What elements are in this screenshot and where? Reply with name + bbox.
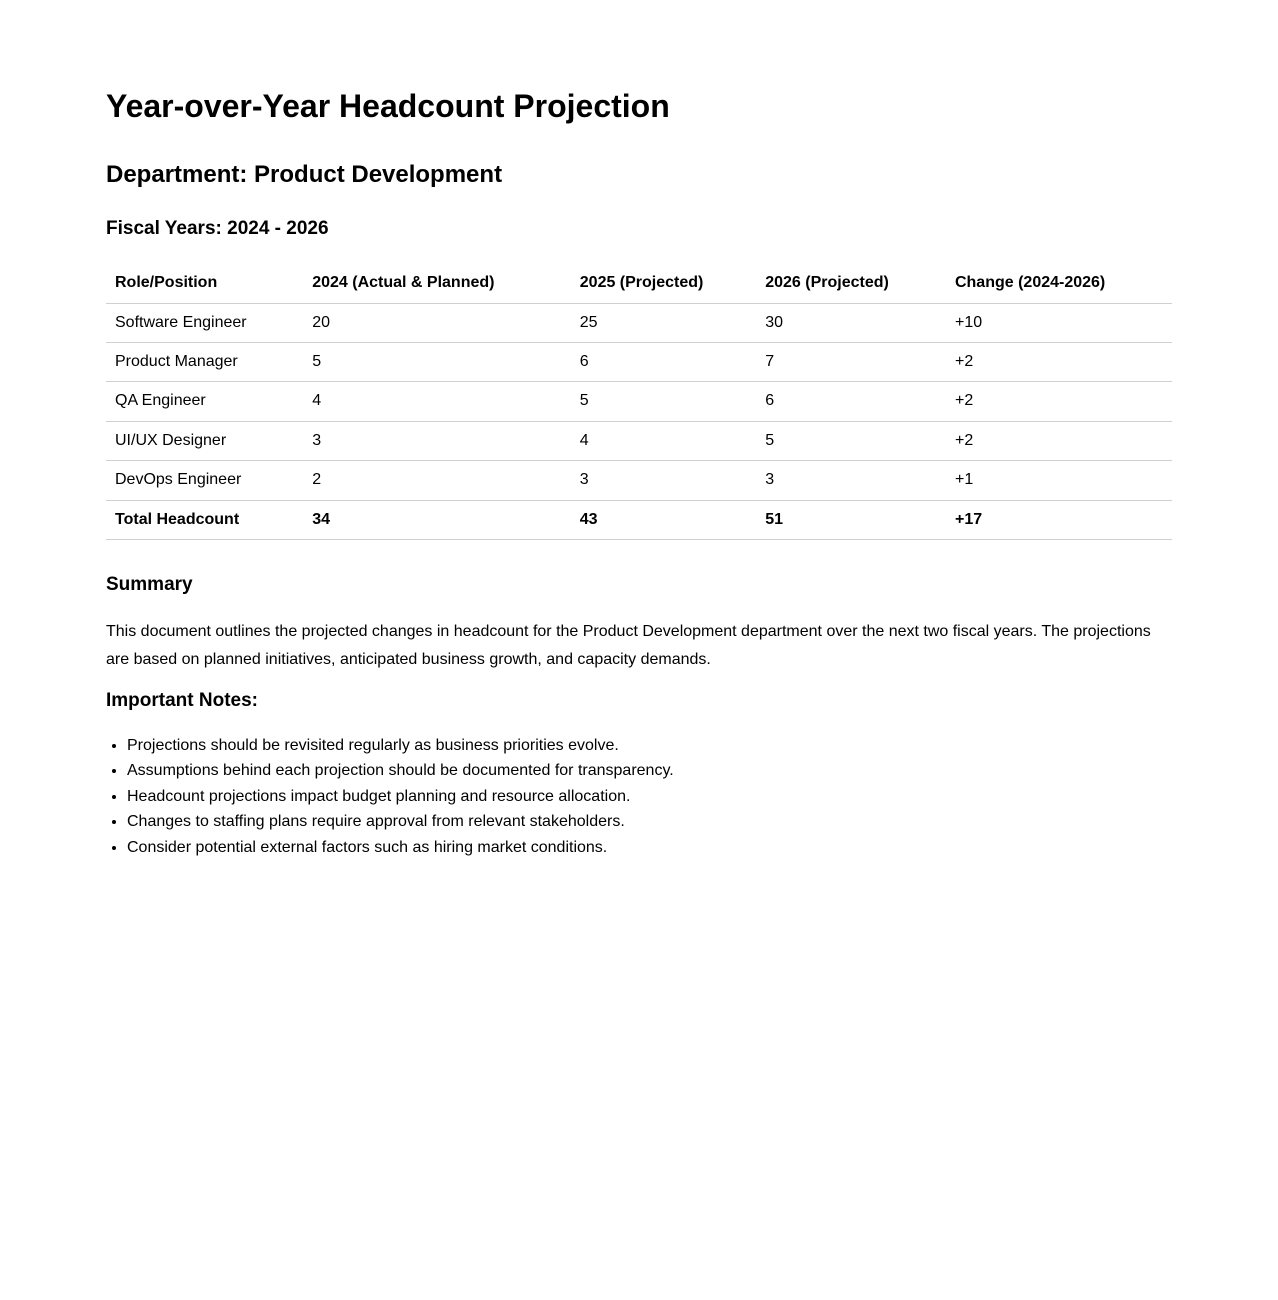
cell-change: +2	[946, 382, 1172, 421]
cell-2025: 5	[571, 382, 756, 421]
cell-2026: 7	[756, 343, 946, 382]
important-notes-heading: Important Notes:	[106, 689, 258, 711]
summary-paragraph: This document outlines the projected changes in headcount for the Product Development department over the next two fiscal years. The projections are based on planned initiatives, anticipated business growth, and capacity demands.	[106, 622, 1151, 668]
note-item: • Changes to staffing plans require approval from relevant stakeholders.	[127, 809, 1172, 835]
cell-2024: 4	[303, 382, 571, 421]
cell-role: QA Engineer	[106, 382, 303, 421]
total-cell-2026: 51	[756, 500, 946, 539]
table-row	[106, 421, 1172, 460]
cell-2024: 20	[303, 303, 571, 342]
note-item: • Consider potential external factors such as hiring market conditions.	[127, 835, 1172, 861]
cell-2025: 25	[571, 303, 756, 342]
document-content	[106, 0, 1172, 861]
note-item: • Assumptions behind each projection should be documented for transparency.	[127, 758, 1172, 784]
table-total-row	[106, 500, 1172, 539]
column-header-2025: 2025 (Projected)	[571, 264, 756, 303]
cell-2025: 3	[571, 461, 756, 500]
column-header-2024: 2024 (Actual & Planned)	[303, 264, 571, 303]
cell-2024: 5	[303, 343, 571, 382]
cell-2026: 3	[756, 461, 946, 500]
cell-role: Product Manager	[106, 343, 303, 382]
column-header-role: Role/Position	[106, 264, 303, 303]
notes-list	[106, 733, 1172, 861]
cell-role: UI/UX Designer	[106, 421, 303, 460]
table-row	[106, 461, 1172, 500]
table-row	[106, 303, 1172, 342]
column-header-2026: 2026 (Projected)	[756, 264, 946, 303]
cell-2024: 3	[303, 421, 571, 460]
department-heading: Department: Product Development	[106, 160, 503, 188]
cell-role: Software Engineer	[106, 303, 303, 342]
cell-2026: 30	[756, 303, 946, 342]
headcount-table	[106, 264, 1172, 540]
table-header-row	[106, 264, 1172, 303]
cell-change: +2	[946, 421, 1172, 460]
total-cell-role: Total Headcount	[106, 500, 303, 539]
cell-2025: 4	[571, 421, 756, 460]
column-header-change: Change (2024-2026)	[946, 264, 1172, 303]
cell-2025: 6	[571, 343, 756, 382]
cell-change: +2	[946, 343, 1172, 382]
summary-heading: Summary	[106, 573, 193, 595]
cell-change: +10	[946, 303, 1172, 342]
page-title: Year-over-Year Headcount Projection	[106, 88, 670, 124]
note-item: • Projections should be revisited regularly as business priorities evolve.	[127, 733, 1172, 759]
cell-2026: 6	[756, 382, 946, 421]
table-row	[106, 343, 1172, 382]
cell-2026: 5	[756, 421, 946, 460]
cell-change: +1	[946, 461, 1172, 500]
cell-role: DevOps Engineer	[106, 461, 303, 500]
fiscal-years-heading: Fiscal Years: 2024 - 2026	[106, 218, 329, 240]
total-cell-2024: 34	[303, 500, 571, 539]
total-cell-change: +17	[946, 500, 1172, 539]
cell-2024: 2	[303, 461, 571, 500]
table-row	[106, 382, 1172, 421]
total-cell-2025: 43	[571, 500, 756, 539]
note-item: • Headcount projections impact budget planning and resource allocation.	[127, 784, 1172, 810]
